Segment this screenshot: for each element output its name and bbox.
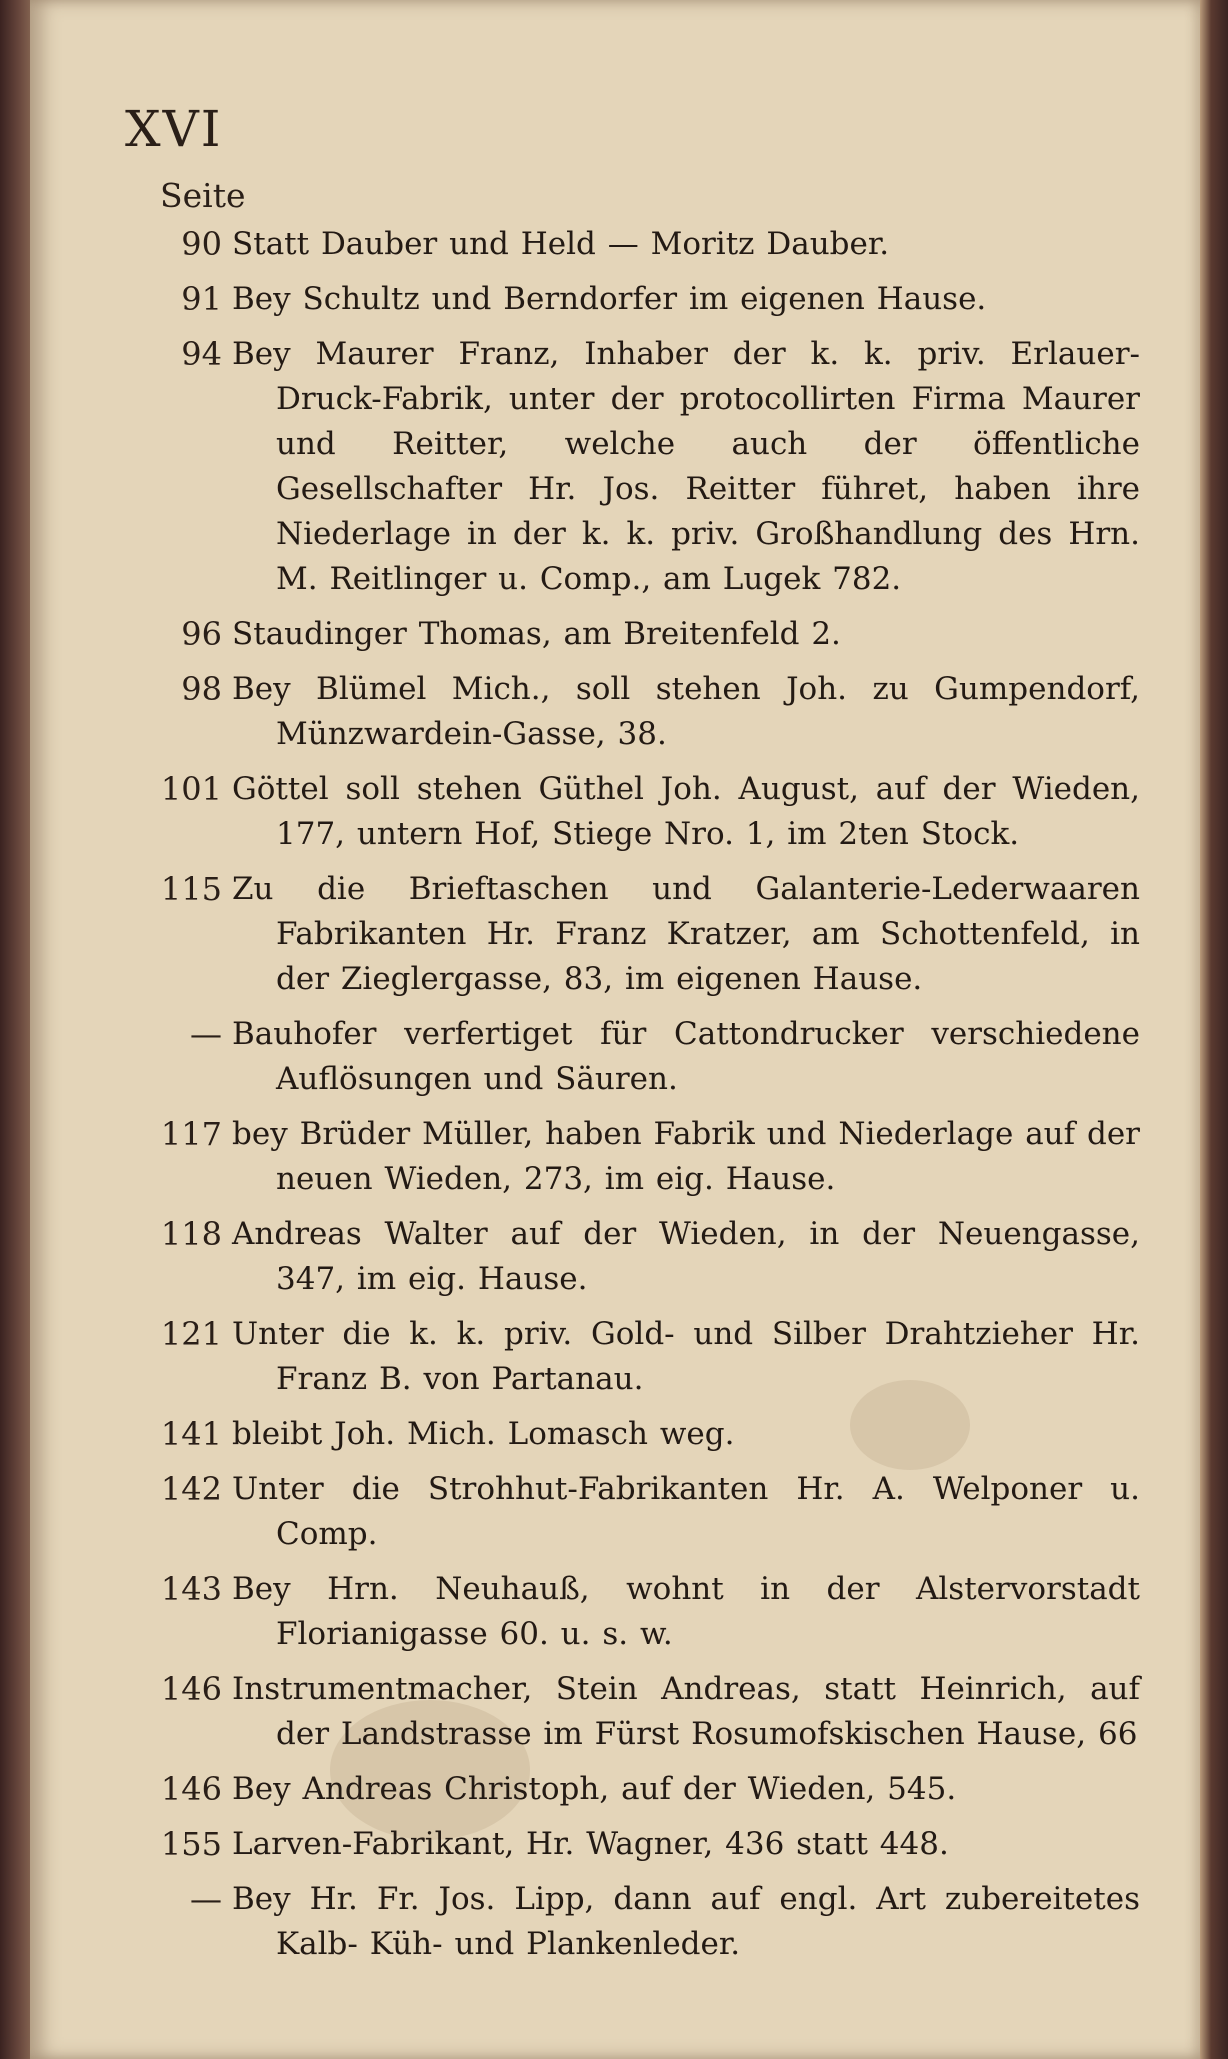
entry-page-number: 98	[181, 670, 222, 708]
entry-text: Unter die Strohhut-Fabrikanten Hr. A. Welponer u. Comp.	[232, 1471, 1140, 1552]
entry-text: bey Brüder Müller, haben Fabrik und Niederlage auf der neuen Wieden, 273, im eig. Hause.	[232, 1116, 1140, 1197]
entry-page-number: —	[190, 1015, 222, 1053]
entry-text: Göttel soll stehen Güthel Joh. August, auf der Wieden, 177, untern Hof, Stiege Nro. 1, im 2ten Stock.	[232, 771, 1140, 852]
entry-page-number: 115	[160, 870, 222, 908]
errata-entry	[140, 1877, 1140, 1967]
entry-page-number: 96	[181, 615, 222, 653]
book-spine	[0, 0, 34, 2059]
entry-text: Bey Hrn. Neuhauß, wohnt in der Alstervorstadt Florianigasse 60. u. s. w.	[232, 1571, 1140, 1652]
entry-text: Unter die k. k. priv. Gold- und Silber Drahtzieher Hr. Franz B. von Partanau.	[232, 1316, 1140, 1397]
entry-text: Bey Andreas Christoph, auf der Wieden, 545.	[232, 1771, 957, 1807]
entry-text: Bey Maurer Franz, Inhaber der k. k. priv. Erlauer-Druck-Fabrik, unter der protocollirten Firma Maurer und Reitter, welche auch der öffentliche Gesellschafter Hr. Jos. Reitter führet, haben ihre Niederlage in der k. k. priv. Großhandlung des Hrn. M. Reitlinger u. Comp., am Lugek 782.	[232, 336, 1140, 597]
entry-text: Larven-Fabrikant, Hr. Wagner, 436 statt 448.	[232, 1826, 949, 1862]
entry-page-number: —	[190, 1880, 222, 1918]
entry-text: Andreas Walter auf der Wieden, in der Neuengasse, 347, im eig. Hause.	[232, 1216, 1140, 1297]
errata-entry	[140, 277, 1140, 322]
entry-page-number: 146	[160, 1770, 222, 1808]
entry-page-number: 121	[160, 1315, 222, 1353]
entry-text: Staudinger Thomas, am Breitenfeld 2.	[232, 616, 841, 652]
errata-entry	[140, 612, 1140, 657]
errata-entry	[140, 222, 1140, 267]
entry-page-number: 91	[181, 280, 222, 318]
entry-page-number: 143	[160, 1570, 222, 1608]
entry-page-number: 146	[160, 1670, 222, 1708]
column-label: Seite	[160, 176, 246, 215]
entry-text: Bey Blümel Mich., soll stehen Joh. zu Gumpendorf, Münzwardein-Gasse, 38.	[232, 671, 1140, 752]
errata-entry	[140, 1312, 1140, 1402]
entry-text: Instrumentmacher, Stein Andreas, statt Heinrich, auf der Landstrasse im Fürst Rosumofskischen Hause, 66	[232, 1671, 1140, 1752]
errata-entry	[140, 332, 1140, 602]
entry-text: Bey Hr. Fr. Jos. Lipp, dann auf engl. Art zubereitetes Kalb- Küh- und Plankenleder.	[232, 1881, 1140, 1962]
entry-text: Zu die Brieftaschen und Galanterie-Lederwaaren Fabrikanten Hr. Franz Kratzer, am Schottenfeld, in der Zieglergasse, 83, im eigenen Hause.	[232, 871, 1140, 997]
entry-page-number: 155	[160, 1825, 222, 1863]
errata-entry	[140, 1567, 1140, 1657]
entry-page-number: 101	[160, 770, 222, 808]
errata-entry	[140, 1412, 1140, 1457]
entry-page-number: 117	[160, 1115, 222, 1153]
page-header	[125, 100, 222, 158]
entry-page-number: 141	[160, 1415, 222, 1453]
errata-entry	[140, 1822, 1140, 1867]
entry-text: Statt Dauber und Held — Moritz Dauber.	[232, 226, 890, 262]
errata-entry	[140, 1667, 1140, 1757]
errata-entry	[140, 1767, 1140, 1812]
errata-entry	[140, 767, 1140, 857]
errata-entry	[140, 1112, 1140, 1202]
page-number: XVI	[125, 100, 223, 158]
entry-page-number: 94	[181, 335, 222, 373]
errata-entry	[140, 667, 1140, 757]
errata-entry	[140, 1212, 1140, 1302]
entry-page-number: 118	[160, 1215, 222, 1253]
entry-text: Bauhofer verfertiget für Cattondrucker verschiedene Auflösungen und Säuren.	[232, 1016, 1140, 1097]
errata-entry	[140, 1467, 1140, 1557]
entry-page-number: 90	[181, 225, 222, 263]
errata-entry	[140, 867, 1140, 1002]
entry-text: Bey Schultz und Berndorfer im eigenen Hause.	[232, 281, 987, 317]
page-edge	[1200, 0, 1228, 2059]
entry-page-number: 142	[160, 1470, 222, 1508]
errata-entry	[140, 1012, 1140, 1102]
entry-text: bleibt Joh. Mich. Lomasch weg.	[232, 1416, 735, 1452]
errata-list	[140, 222, 1140, 1977]
